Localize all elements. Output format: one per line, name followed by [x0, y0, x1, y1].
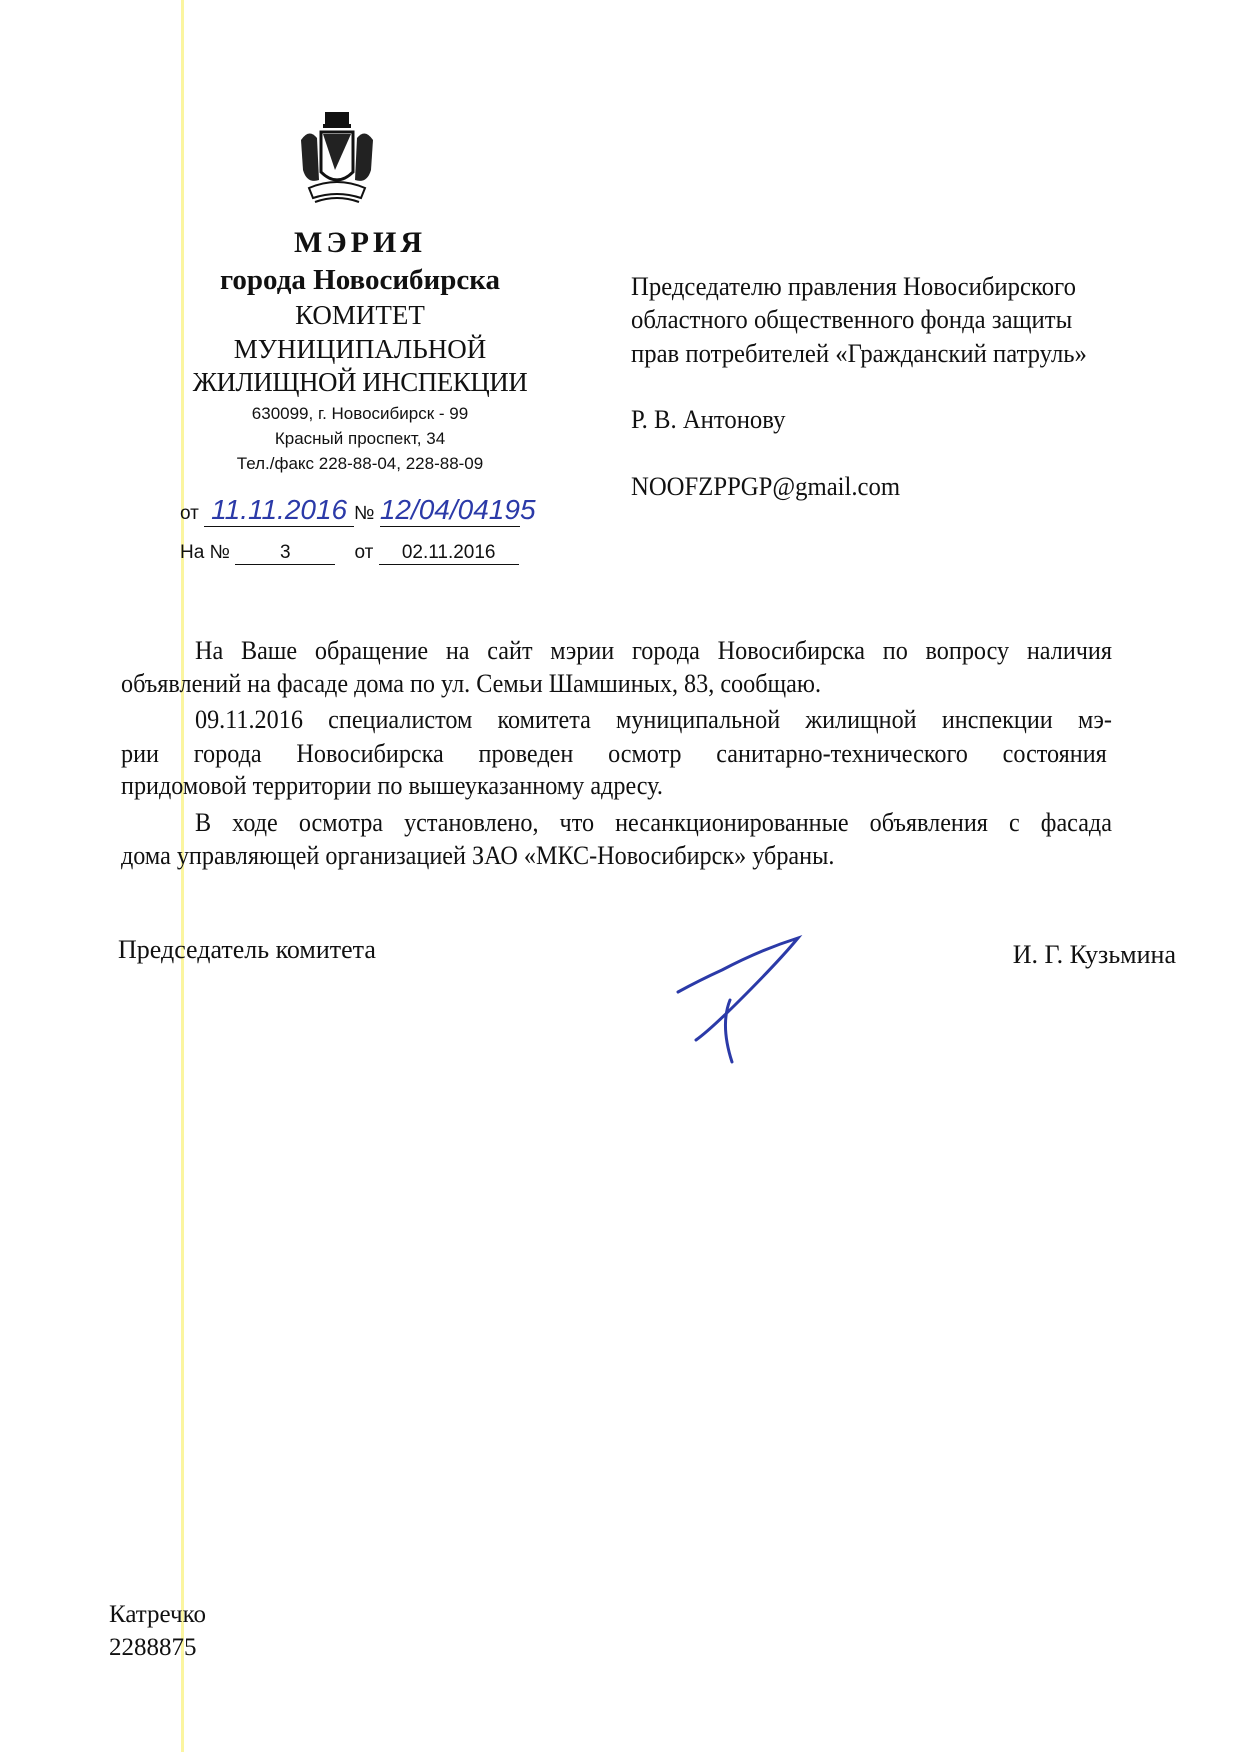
executor-name: Катречко: [109, 1601, 206, 1628]
outgoing-ref: [180, 494, 536, 527]
recipient-line-3: прав потребителей «Гражданский патруль»: [631, 339, 1087, 368]
signatory-name: И. Г. Кузьмина: [1012, 940, 1176, 969]
city-coat-of-arms-icon: [295, 110, 379, 210]
scan-margin-line: [181, 0, 184, 1752]
recipient-email: NOOFZPPGP@gmail.com: [631, 472, 901, 501]
body-line: В ходе осмотра установлено, что несанкционированные объявления с фасада: [195, 808, 1112, 837]
body-line: На Ваше обращение на сайт мэрии города Новосибирска по вопросу наличия: [195, 636, 1112, 665]
recipient-line-1: Председателю правления Новосибирского: [631, 272, 1076, 301]
reply-number: 3: [235, 542, 335, 565]
phone-fax: Тел./факс 228-88-04, 228-88-09: [236, 454, 484, 473]
recipient-line-2: областного общественного фонда защиты: [631, 305, 1073, 334]
recipient-name: Р. В. Антонову: [631, 405, 786, 434]
body-line: дома управляющей организацией ЗАО «МКС-Новосибирск» убраны.: [121, 841, 835, 870]
address-line-1: 630099, г. Новосибирск - 99: [251, 404, 469, 423]
executor-phone: 2288875: [109, 1634, 197, 1661]
body-line: придомовой территории по вышеуказанному адресу.: [121, 771, 663, 800]
signatory-title: Председатель комитета: [118, 935, 376, 964]
reply-ref: [180, 542, 519, 565]
dept-line-2: МУНИЦИПАЛЬНОЙ: [233, 334, 487, 364]
number-label: №: [354, 503, 375, 524]
org-name: МЭРИЯ: [294, 226, 426, 259]
org-city: города Новосибирска: [219, 264, 501, 296]
dept-line-1: КОМИТЕТ: [295, 300, 425, 330]
reply-label: На №: [180, 542, 230, 563]
outgoing-number: 12/04/04195: [379, 494, 536, 525]
address-line-2: Красный проспект, 34: [274, 429, 446, 448]
body-line: объявлений на фасаде дома по ул. Семьи Шамшиных, 83, сообщаю.: [121, 669, 822, 698]
from-label: от: [180, 503, 199, 524]
outgoing-date: 11.11.2016: [204, 494, 354, 527]
dept-line-3: ЖИЛИЩНОЙ ИНСПЕКЦИИ: [192, 367, 528, 397]
handwritten-signature: [670, 930, 810, 1070]
reply-date: 02.11.2016: [379, 542, 519, 565]
body-line: 09.11.2016 специалистом комитета муниципальной жилищной инспекции мэ-: [195, 705, 1112, 734]
reply-from-label: от: [354, 542, 374, 563]
body-line: рии города Новосибирска проведен осмотр санитарно-технического состояния: [121, 739, 1107, 768]
